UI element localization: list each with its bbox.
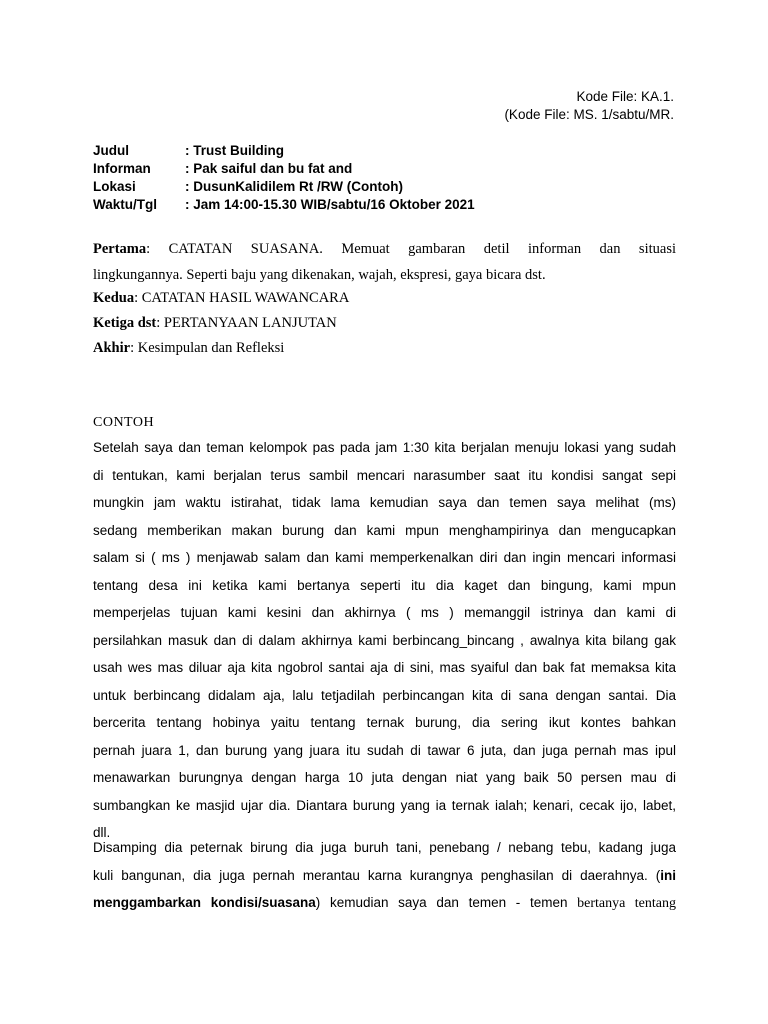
paragraph-line: persilahkan masuk dan di dalam akhirnya kami berbincang_bincang , awalnya kita bilang gak bbox=[93, 632, 676, 648]
paragraph-line: bercerita tentang hobinya yaitu tentang ternak burung, dia sering ikut kontes bahkan bbox=[93, 715, 676, 730]
ketiga-label: Ketiga dst bbox=[93, 315, 157, 331]
meta-key: Lokasi bbox=[93, 179, 136, 194]
meta-row-lokasi bbox=[93, 178, 693, 196]
paragraph-text: ) kemudian saya dan temen - temen bbox=[315, 895, 578, 910]
meta-value: : DusunKalidilem Rt /RW (Contoh) bbox=[185, 179, 403, 194]
paragraph-line: tentang desa ini ketika kami bertanya seperti itu dia kaget dan bingung, kami mpun bbox=[93, 577, 676, 593]
paragraph-line: memperjelas tujuan kami kesini dan akhirnya ( ms ) memanggil istrinya dan kami di bbox=[93, 605, 676, 620]
paragraph-line: di tentukan, kami berjalan terus sambil mencari narasumber saat itu kondisi sangat sepi bbox=[93, 467, 676, 483]
meta-row-informan bbox=[93, 160, 693, 178]
paragraph-bold-text: ini bbox=[660, 867, 676, 883]
paragraph-line: Disamping dia peternak birung dia juga buruh tani, penebang / nebang tebu, kadang juga bbox=[93, 840, 676, 855]
meta-key: Judul bbox=[93, 143, 129, 158]
pertama-text-2: lingkungannya. Seperti baju yang dikenakan, wajah, ekspresi, gaya bicara dst. bbox=[93, 267, 546, 283]
meta-row-waktu bbox=[93, 196, 693, 214]
section-pertama bbox=[93, 236, 676, 288]
pertama-line-1 bbox=[93, 236, 676, 262]
pertama-label: Pertama bbox=[93, 241, 147, 257]
paragraph-line-mixed bbox=[93, 893, 676, 921]
paragraph-line: mungkin jam waktu istirahat, tidak lama kemudian saya dan temen saya melihat (ms) bbox=[93, 495, 676, 510]
pertama-text-1: : CATATAN SUASANA. Memuat gambaran detil informan dan situasi bbox=[146, 241, 676, 257]
kode-file-secondary: (Kode File: MS. 1/sabtu/MR. bbox=[504, 107, 674, 122]
paragraph-line: menawarkan burungnya dengan harga 10 juta dengan niat yang baik 50 persen mau di bbox=[93, 770, 676, 785]
meta-value: : Trust Building bbox=[185, 143, 284, 158]
paragraph-line: dll. bbox=[93, 825, 111, 840]
meta-value: : Jam 14:00-15.30 WIB/sabtu/16 Oktober 2021 bbox=[185, 197, 475, 212]
paragraph-line: salam si ( ms ) menjawab salam dan kami memperkenalkan diri dan ingin mencari informasi bbox=[93, 550, 676, 565]
contoh-paragraph-1 bbox=[93, 438, 676, 851]
paragraph-line: sedang memberikan makan burung dan kami mpun menghampirinya dan mengucapkan bbox=[93, 522, 676, 538]
ketiga-text: : PERTANYAAN LANJUTAN bbox=[156, 315, 337, 331]
paragraph-bold-text: menggambarkan kondisi/suasana bbox=[93, 895, 316, 910]
meta-row-judul bbox=[93, 142, 693, 160]
section-akhir bbox=[93, 338, 284, 358]
paragraph-line: sumbangkan ke masjid ujar dia. Diantara burung yang ia ternak ialah; kenari, cecak ijo, labet, bbox=[93, 797, 676, 813]
section-ketiga bbox=[93, 313, 337, 333]
metadata-block bbox=[93, 142, 693, 214]
paragraph-serif-text: bertanya tentang bbox=[577, 896, 676, 911]
kedua-label: Kedua bbox=[93, 290, 135, 306]
kedua-text: : CATATAN HASIL WAWANCARA bbox=[134, 290, 350, 306]
contoh-paragraph-2 bbox=[93, 838, 676, 921]
paragraph-line: usah wes mas diluar aja kita ngobrol santai aja di sini, mas syaiful dan bak fat memaksa kita bbox=[93, 660, 676, 675]
meta-value: : Pak saiful dan bu fat and bbox=[185, 161, 353, 176]
akhir-label: Akhir bbox=[93, 340, 131, 356]
kode-file: Kode File: KA.1. bbox=[576, 89, 674, 104]
meta-key: Informan bbox=[93, 161, 151, 176]
paragraph-line-mixed bbox=[93, 866, 676, 894]
contoh-heading: CONTOH bbox=[93, 415, 155, 430]
paragraph-line: pernah juara 1, dan burung yang juara itu sudah di tawar 6 juta, dan juga pernah mas ipul bbox=[93, 742, 676, 758]
section-kedua bbox=[93, 288, 349, 308]
paragraph-line: Setelah saya dan teman kelompok pas pada jam 1:30 kita berjalan menuju lokasi yang sudah bbox=[93, 440, 676, 455]
paragraph-text: kuli bangunan, dia juga pernah merantau karna kurangnya penghasilan di daerahnya. ( bbox=[93, 867, 661, 883]
paragraph-line: untuk berbincang didalam aja, lalu tetjadilah perbincangan kita di sana dengan santai. Dia bbox=[93, 687, 676, 703]
meta-key: Waktu/Tgl bbox=[93, 197, 157, 212]
akhir-text: : Kesimpulan dan Refleksi bbox=[130, 340, 285, 356]
